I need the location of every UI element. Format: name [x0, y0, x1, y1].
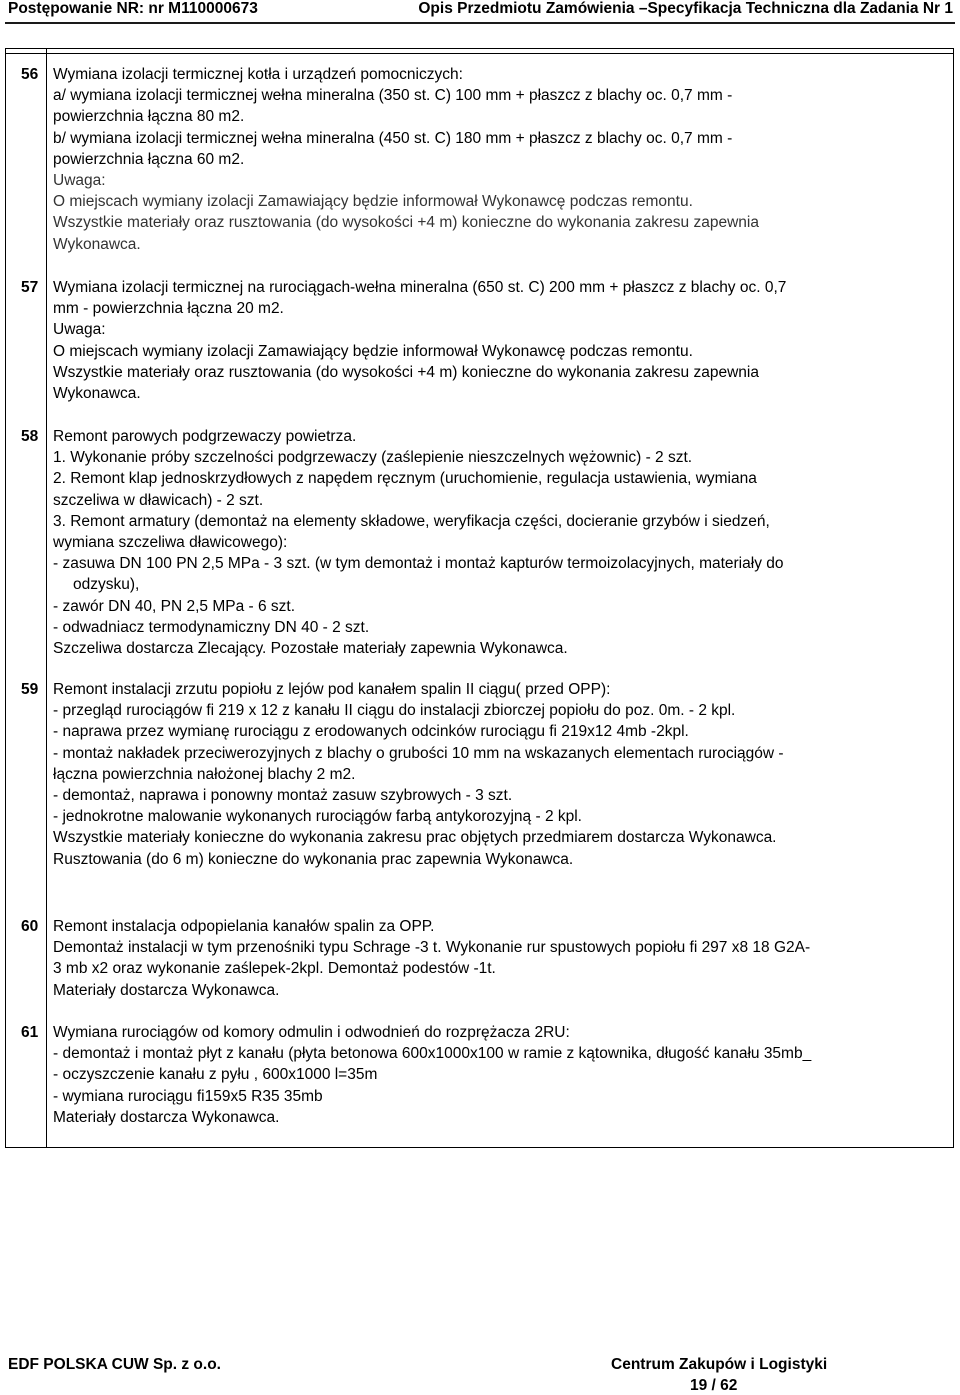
- text-line: Szczeliwa dostarcza Zlecający. Pozostałe materiały zapewnia Wykonawca.: [53, 640, 568, 658]
- text-line: Remont parowych podgrzewaczy powietrza.: [53, 428, 357, 445]
- item-description: [53, 277, 946, 404]
- item-number: 61: [21, 1024, 39, 1041]
- text-line: 3. Remont armatury (demontaż na elementy składowe, weryfikacja części, docieranie grzybów i siedzeń,: [53, 512, 770, 530]
- item-number: 59: [21, 681, 39, 698]
- text-line: Demontaż instalacji w tym przenośniki typu Schrage -3 t. Wykonanie rur spustowych popiołu fi 297 x8 18 G2A-: [53, 939, 811, 957]
- text-line: - przegląd rurociągów fi 219 x 12 z kanału II ciągu do instalacji zbiorczej popiołu do poz. 0m. - 2 kpl.: [53, 702, 736, 720]
- page-header: [5, 0, 955, 24]
- item-description: [53, 916, 946, 1001]
- text-line: Remont instalacji zrzutu popiołu z lejów pod kanałem spalin II ciągu( przed OPP):: [53, 681, 611, 698]
- text-line: Wszystkie materiały oraz rusztowania (do wysokości +4 m) konieczne do wykonania zakresu zapewnia: [53, 363, 759, 381]
- text-line: - naprawa przez wymianę rurociągu z erodowanych odcinków rurociągu fi 219x12 4mb -2kpl.: [53, 723, 689, 741]
- header-procedure-number: Postępowanie NR: nr M110000673: [8, 0, 258, 17]
- text-line: Wszystkie materiały konieczne do wykonania zakresu prac objętych przedmiarem dostarcza Wykonawca.: [53, 829, 777, 847]
- text-line: - demontaż i montaż płyt z kanału (płyta betonowa 600x1000x100 w ramie z kątownika, długość kanału 35mb_: [53, 1045, 812, 1063]
- header-document-title: Opis Przedmiotu Zamówienia –Specyfikacja Techniczna dla Zadania Nr 1: [418, 0, 953, 17]
- text-line: wymiana szczeliwa dławicowego):: [53, 534, 288, 552]
- item-description: [53, 426, 946, 659]
- text-line: 3 mb x2 oraz wykonanie zaślepek-2kpl. Demontaż podestów -1t.: [53, 960, 496, 978]
- text-line: - oczyszczenie kanału z pyłu , 600x1000 l=35m: [53, 1066, 378, 1084]
- text-line: odzysku),: [73, 576, 140, 594]
- page-number: 19 / 62: [690, 1377, 738, 1394]
- text-line: - zasuwa DN 100 PN 2,5 MPa - 3 szt. (w tym demontaż i montaż kapturów termoizolacyjnych, materiały do: [53, 555, 784, 573]
- text-line: Wykonawca.: [53, 235, 141, 253]
- text-line: 1. Wykonanie próby szczelności podgrzewaczy (zaślepienie nieszczelnych wężownic) - 2 szt.: [53, 449, 693, 467]
- text-line: - zawór DN 40, PN 2,5 MPa - 6 szt.: [53, 597, 296, 615]
- footer-company: EDF POLSKA CUW Sp. z o.o.: [8, 1356, 221, 1373]
- text-line: Uwaga:: [53, 172, 106, 190]
- text-line: O miejscach wymiany izolacji Zamawiający będzie informował Wykonawcę podczas remontu.: [53, 193, 693, 211]
- specification-table: [5, 48, 954, 1148]
- item-number: 57: [21, 279, 39, 296]
- text-line: łączna powierzchnia nałożonej blachy 2 m2.: [53, 765, 356, 783]
- text-line: - wymiana rurociągu fi159x5 R35 35mb: [53, 1087, 323, 1105]
- text-line: Wymiana izolacji termicznej na rurociągach-wełna mineralna (650 st. C) 200 mm + płaszcz z blachy oc. 0,7: [53, 279, 787, 296]
- item-number: 60: [21, 918, 39, 935]
- text-line: Wykonawca.: [53, 385, 141, 403]
- text-line: mm - powierzchnia łączna 20 m2.: [53, 300, 284, 318]
- text-line: 2. Remont klap jednoskrzydłowych z napędem ręcznym (uruchomienie, regulacja ustawienia, wymiana: [53, 470, 757, 488]
- item-description: [53, 64, 946, 255]
- item-description: [53, 679, 946, 870]
- text-line: a/ wymiana izolacji termicznej wełna mineralna (350 st. C) 100 mm + płaszcz z blachy oc. 0,7 mm -: [53, 87, 733, 105]
- text-line: Wymiana rurociągów od komory odmulin i odwodnień do rozprężacza 2RU:: [53, 1024, 570, 1041]
- item-description: [53, 1022, 946, 1128]
- text-line: - demontaż, naprawa i ponowny montaż zasuw szybrowych - 3 szt.: [53, 787, 513, 805]
- text-line: szczeliwa w dławicach) - 2 szt.: [53, 491, 264, 509]
- text-line: powierzchnia łączna 60 m2.: [53, 150, 245, 168]
- footer-department: Centrum Zakupów i Logistyki: [611, 1356, 828, 1373]
- text-line: Remont instalacja odpopielania kanałów spalin za OPP.: [53, 918, 435, 935]
- text-line: - montaż nakładek przeciwerozyjnych z blachy o grubości 10 mm na wskazanych elementach rurociągów -: [53, 744, 784, 762]
- text-line: Materiały dostarcza Wykonawca.: [53, 981, 280, 999]
- text-line: O miejscach wymiany izolacji Zamawiający będzie informował Wykonawcę podczas remontu.: [53, 342, 693, 360]
- text-line: Wymiana izolacji termicznej kotła i urządzeń pomocniczych:: [53, 66, 463, 83]
- text-line: Wszystkie materiały oraz rusztowania (do wysokości +4 m) konieczne do wykonania zakresu zapewnia: [53, 214, 759, 232]
- table-top-rule: [6, 53, 953, 54]
- table-column-divider: [46, 49, 47, 1147]
- text-line: powierzchnia łączna 80 m2.: [53, 108, 245, 126]
- text-line: Uwaga:: [53, 321, 106, 339]
- text-line: - jednokrotne malowanie wykonanych rurociągów farbą antykorozyjną - 2 kpl.: [53, 808, 582, 826]
- text-line: Rusztowania (do 6 m) konieczne do wykonania prac zapewnia Wykonawca.: [53, 850, 574, 868]
- text-line: Materiały dostarcza Wykonawca.: [53, 1108, 280, 1126]
- text-line: b/ wymiana izolacji termicznej wełna mineralna (450 st. C) 180 mm + płaszcz z blachy oc. 0,7 mm -: [53, 129, 733, 147]
- text-line: - odwadniacz termodynamiczny DN 40 - 2 szt.: [53, 618, 370, 636]
- item-number: 56: [21, 66, 39, 83]
- item-number: 58: [21, 428, 39, 445]
